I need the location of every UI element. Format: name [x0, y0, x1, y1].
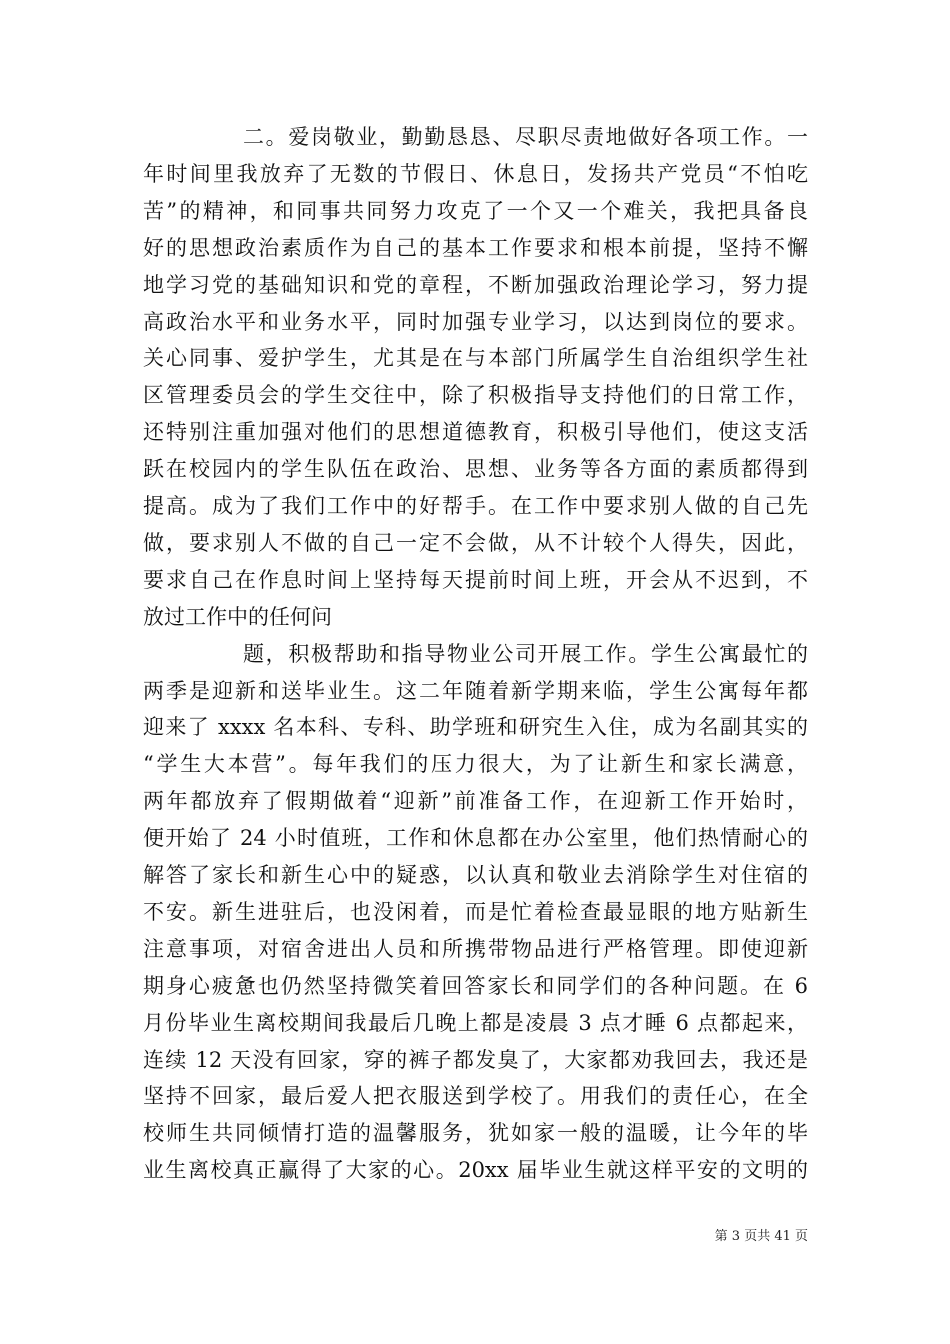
body-text-line: 业生离校真正赢得了大家的心。20xx 届毕业生就这样平安的文明的 — [143, 1158, 808, 1183]
body-text-line: 月份毕业生离校期间我最后几晚上都是凌晨 3 点才睡 6 点都起来， — [143, 1010, 808, 1035]
body-text-line: 两年都放弃了假期做着“迎新”前准备工作，在迎新工作开始时， — [143, 789, 808, 814]
body-text-line: 年时间里我放弃了无数的节假日、休息日，发扬共产党员“不怕吃 — [143, 161, 808, 186]
body-text-line: 便开始了 24 小时值班，工作和休息都在办公室里，他们热情耐心的 — [143, 826, 808, 851]
body-text-line: 要求自己在作息时间上坚持每天提前时间上班，开会从不迟到，不 — [143, 567, 808, 592]
body-text-line: 注意事项，对宿舍进出人员和所携带物品进行严格管理。即使迎新 — [143, 936, 808, 961]
body-text-line: 迎来了 xxxx 名本科、专科、助学班和研究生入住，成为名副其实的 — [143, 715, 808, 740]
body-text-line: 二。爱岗敬业，勤勤恳恳、尽职尽责地做好各项工作。一 — [243, 125, 808, 149]
body-text-line: 做，要求别人不做的自己一定不会做，从不计较个人得失，因此， — [143, 530, 808, 555]
body-text-line: 连续 12 天没有回家，穿的裤子都发臭了，大家都劝我回去，我还是 — [143, 1047, 808, 1072]
body-text-line: 区管理委员会的学生交往中，除了积极指导支持他们的日常工作， — [143, 383, 808, 408]
body-text-line: 不安。新生进驻后，也没闲着，而是忙着检查最显眼的地方贴新生 — [143, 899, 808, 924]
body-text-line: 跃在校园内的学生队伍在政治、思想、业务等各方面的素质都得到 — [143, 457, 808, 482]
body-text-line: 还特别注重加强对他们的思想道德教育，积极引导他们，使这支活 — [143, 420, 808, 445]
body-text-line: 苦”的精神，和同事共同努力攻克了一个又一个难关，我把具备良 — [143, 198, 808, 223]
body-text-line: 关心同事、爱护学生，尤其是在与本部门所属学生自治组织学生社 — [143, 346, 808, 371]
body-text-line: 题，积极帮助和指导物业公司开展工作。学生公寓最忙的 — [243, 641, 808, 666]
body-text-line: 放过工作中的任何问 — [143, 604, 332, 629]
body-text-line: 两季是迎新和送毕业生。这二年随着新学期来临，学生公寓每年都 — [143, 678, 808, 703]
body-text-line: 解答了家长和新生心中的疑惑，以认真和敬业去消除学生对住宿的 — [143, 863, 808, 887]
body-text-line: “学生大本营”。每年我们的压力很大，为了让新生和家长满意， — [143, 752, 808, 777]
body-text-line: 期身心疲惫也仍然坚持微笑着回答家长和同学们的各种问题。在 6 — [143, 973, 808, 998]
body-text-line: 提高。成为了我们工作中的好帮手。在工作中要求别人做的自己先 — [143, 494, 808, 518]
body-text-line: 校师生共同倾情打造的温馨服务，犹如家一般的温暖，让今年的毕 — [143, 1121, 808, 1146]
page-number: 第 3 页共 41 页 — [714, 1229, 808, 1244]
body-text-line: 地学习党的基础知识和党的章程，不断加强政治理论学习，努力提 — [143, 272, 808, 297]
body-text-line: 好的思想政治素质作为自己的基本工作要求和根本前提，坚持不懈 — [143, 235, 808, 260]
body-text-line: 坚持不回家，最后爱人把衣服送到学校了。用我们的责任心，在全 — [143, 1084, 808, 1109]
body-text-line: 高政治水平和业务水平，同时加强专业学习，以达到岗位的要求。 — [143, 309, 808, 334]
